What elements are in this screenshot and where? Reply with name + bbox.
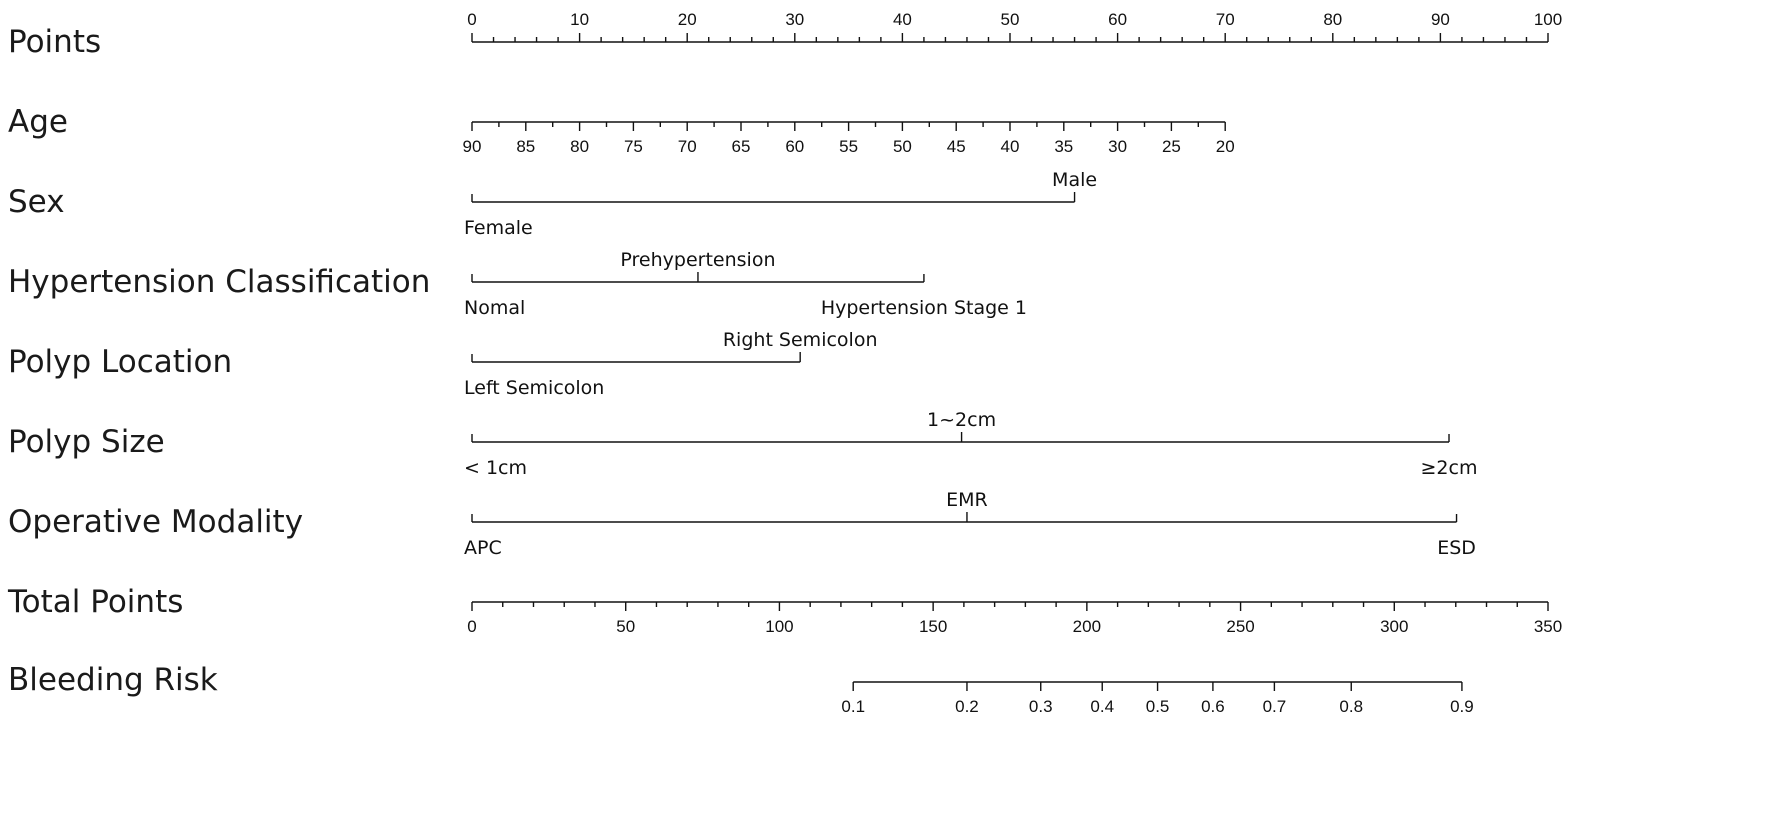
row-operative-modality [8, 489, 1476, 559]
row-tick-label: 20 [1215, 137, 1235, 156]
row-tick-label: 60 [785, 137, 805, 156]
level-label: Nomal [464, 297, 526, 319]
row-polyp-size [8, 409, 1477, 479]
row-tick-label: 65 [731, 137, 751, 156]
points-tick-label: 90 [1430, 10, 1450, 29]
bleeding-risk-tick-label: 0.4 [1090, 697, 1115, 716]
row-label-total-points: Total Points [8, 584, 184, 620]
row-tick-label: 80 [570, 137, 590, 156]
row-tick-label: 30 [1108, 137, 1128, 156]
total-points-tick-label: 250 [1226, 617, 1255, 636]
points-tick-label: 0 [467, 10, 477, 29]
total-points-tick-label: 200 [1072, 617, 1102, 636]
row-tick-label: 55 [839, 137, 859, 156]
row-label: Hypertension Classification [8, 264, 431, 300]
total-points-axis [7, 584, 1562, 636]
row-label-points: Points [8, 24, 102, 60]
level-label: EMR [946, 489, 988, 511]
points-tick-label: 10 [570, 10, 590, 29]
bleeding-risk-tick-label: 0.5 [1145, 697, 1170, 716]
row-label: Operative Modality [8, 504, 304, 540]
bleeding-risk-tick-label: 0.7 [1262, 697, 1287, 716]
points-tick-label: 50 [1000, 10, 1020, 29]
row-label: Age [8, 104, 68, 140]
row-tick-label: 70 [677, 137, 697, 156]
points-tick-label: 60 [1108, 10, 1128, 29]
points-tick-label: 80 [1323, 10, 1343, 29]
bleeding-risk-tick-label: 0.6 [1201, 697, 1225, 716]
bleeding-risk-axis [8, 662, 1474, 716]
row-tick-label: 50 [892, 137, 912, 156]
total-points-tick-label: 0 [467, 617, 477, 636]
level-label: < 1cm [464, 457, 528, 479]
bleeding-risk-tick-label: 0.1 [841, 697, 866, 716]
points-axis [8, 10, 1562, 60]
nomogram-rows [7, 10, 1562, 716]
level-label: Left Semicolon [464, 377, 605, 399]
level-label: 1~2cm [927, 409, 997, 431]
level-label: ESD [1437, 537, 1476, 559]
points-tick-label: 40 [892, 10, 912, 29]
total-points-tick-label: 150 [918, 617, 948, 636]
points-tick-label: 100 [1533, 10, 1563, 29]
row-tick-label: 40 [1000, 137, 1020, 156]
row-sex [8, 169, 1097, 239]
row-label: Polyp Location [8, 344, 233, 380]
row-tick-label: 85 [516, 137, 536, 156]
row-polyp-location [8, 329, 878, 399]
level-label: Prehypertension [620, 249, 776, 271]
row-tick-label: 75 [623, 137, 643, 156]
row-label: Polyp Size [8, 424, 165, 460]
row-tick-label: 25 [1161, 137, 1181, 156]
level-label: Female [464, 217, 533, 239]
points-tick-label: 70 [1215, 10, 1235, 29]
row-label-bleeding-risk: Bleeding Risk [8, 662, 218, 698]
bleeding-risk-tick-label: 0.8 [1339, 697, 1364, 716]
total-points-tick-label: 100 [765, 617, 794, 636]
bleeding-risk-tick-label: 0.2 [955, 697, 979, 716]
bleeding-risk-tick-label: 0.9 [1450, 697, 1474, 716]
total-points-tick-label: 350 [1533, 617, 1563, 636]
row-label: Sex [8, 184, 65, 220]
total-points-tick-label: 50 [616, 617, 636, 636]
level-label: Hypertension Stage 1 [820, 297, 1028, 319]
points-tick-label: 20 [677, 10, 697, 29]
level-label: ≥2cm [1420, 457, 1478, 479]
level-label: Male [1052, 169, 1098, 191]
row-hypertension-classification [8, 249, 1027, 319]
row-tick-label: 35 [1054, 137, 1074, 156]
row-tick-label: 90 [462, 137, 482, 156]
row-age [8, 104, 1235, 156]
total-points-tick-label: 300 [1380, 617, 1409, 636]
level-label: APC [464, 537, 502, 559]
level-label: Right Semicolon [722, 329, 878, 351]
bleeding-risk-tick-label: 0.3 [1028, 697, 1053, 716]
row-tick-label: 45 [946, 137, 966, 156]
points-tick-label: 30 [785, 10, 805, 29]
